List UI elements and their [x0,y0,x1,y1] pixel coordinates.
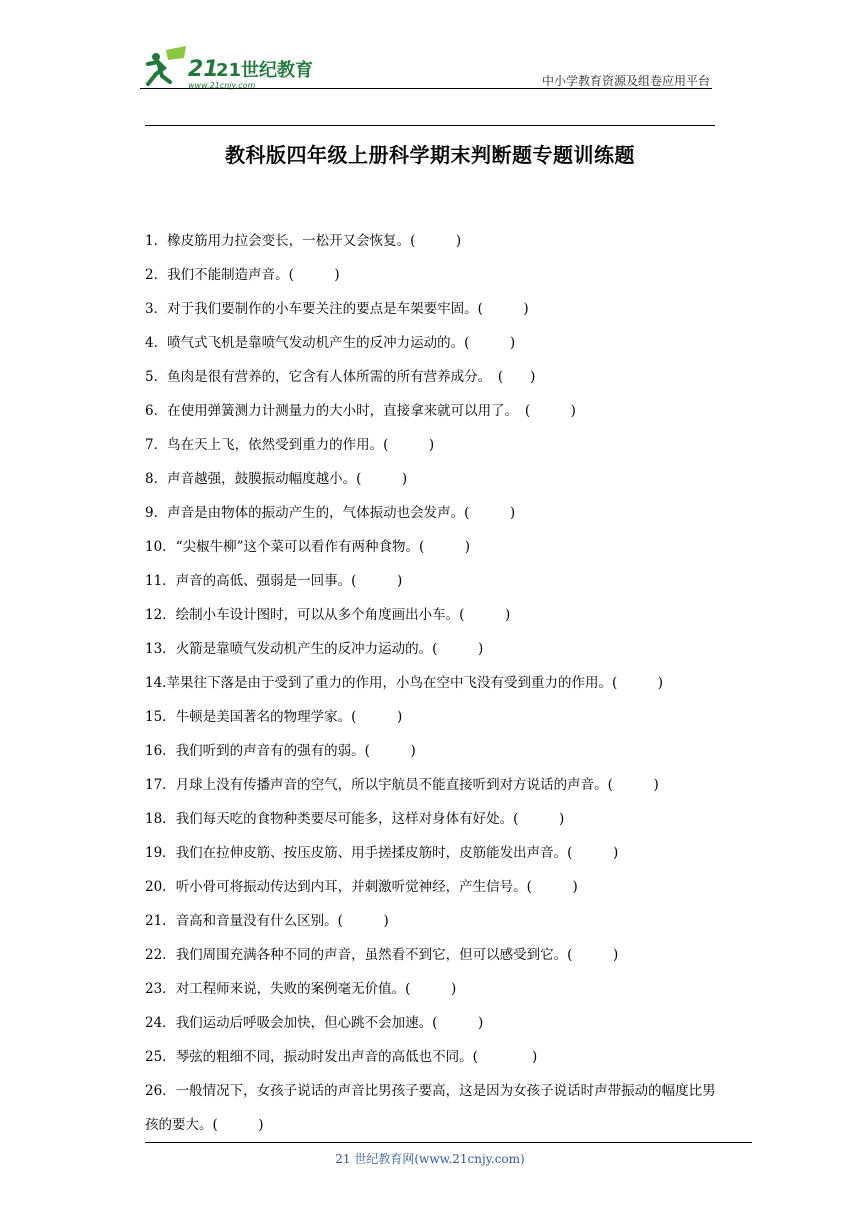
question-item: 24．我们运动后呼吸会加快，但心跳不会加速。( ) [145,1015,484,1031]
question-item: 12．绘制小车设计图时，可以从多个角度画出小车。( ) [145,607,511,623]
footer-text: 21 世纪教育网(www.21cnjy.com) [335,1152,525,1166]
question-item: 1．橡皮筋用力拉会变长，一松开又会恢复。( ) [145,233,462,249]
question-item: 18．我们每天吃的食物种类要尽可能多，这样对身体有好处。( ) [145,811,565,827]
question-item: 26．一般情况下，女孩子说话的声音比男孩子要高，这是因为女孩子说话时声带振动的幅度比男孩的要大。( ) [145,1083,716,1133]
question-item: 10．“尖椒牛柳”这个菜可以看作有两种食物。( ) [145,539,471,555]
question-item: 4．喷气式飞机是靠喷气发动机产生的反冲力运动的。( ) [145,335,516,351]
question-item: 25．琴弦的粗细不同，振动时发出声音的高低也不同。( ) [145,1049,538,1065]
logo-runner-icon [140,44,320,92]
platform-name: 中小学教育资源及组卷应用平台 [541,74,710,88]
logo [140,44,320,92]
question-item: 16．我们听到的声音有的强有的弱。( ) [145,743,416,759]
footer-rule [145,1142,752,1143]
question-item: 15．牛顿是美国著名的物理学家。( ) [145,709,403,725]
title-rule [145,125,715,126]
question-item: 6．在使用弹簧测力计测量力的大小时，直接拿来就可以用了。 ( ) [145,403,576,419]
question-item: 2．我们不能制造声音。( ) [145,267,340,283]
question-item: 21．音高和音量没有什么区别。( ) [145,913,389,929]
question-item: 7．鸟在天上飞，依然受到重力的作用。( ) [145,437,435,453]
question-item: 19．我们在拉伸皮筋、按压皮筋、用手搓揉皮筋时，皮筋能发出声音。( ) [145,845,619,861]
document-title: 教科版四年级上册科学期末判断题专题训练题 [225,143,635,167]
question-item: 17．月球上没有传播声音的空气，所以宇航员不能直接听到对方说话的声音。( ) [145,777,659,793]
question-item: 20．听小骨可将振动传达到内耳，并刺激听觉神经，产生信号。( ) [145,879,578,895]
question-item: 8．声音越强，鼓膜振动幅度越小。( ) [145,471,408,487]
svg-text:www.21cnjy.com: www.21cnjy.com [188,81,256,90]
svg-text:21世纪教育: 21世纪教育 [216,60,314,81]
question-item: 5．鱼肉是很有营养的，它含有人体所需的所有营养成分。 ( ) [145,369,536,385]
header-rule [140,88,712,89]
question-item: 22．我们周围充满各种不同的声音，虽然看不到它，但可以感受到它。( ) [145,947,619,963]
question-item: 14.苹果往下落是由于受到了重力的作用，小鸟在空中飞没有受到重力的作用。( ) [145,675,664,691]
question-item: 11．声音的高低、强弱是一回事。( ) [145,573,403,589]
question-item: 23．对工程师来说，失败的案例毫无价值。( ) [145,981,457,997]
svg-text:21: 21 [188,57,219,82]
question-list [145,224,725,1142]
question-item: 9．声音是由物体的振动产生的，气体振动也会发声。( ) [145,505,516,521]
question-item: 3．对于我们要制作的小车要关注的要点是车架要牢固。( ) [145,301,529,317]
question-item: 13．火箭是靠喷气发动机产生的反冲力运动的。( ) [145,641,484,657]
